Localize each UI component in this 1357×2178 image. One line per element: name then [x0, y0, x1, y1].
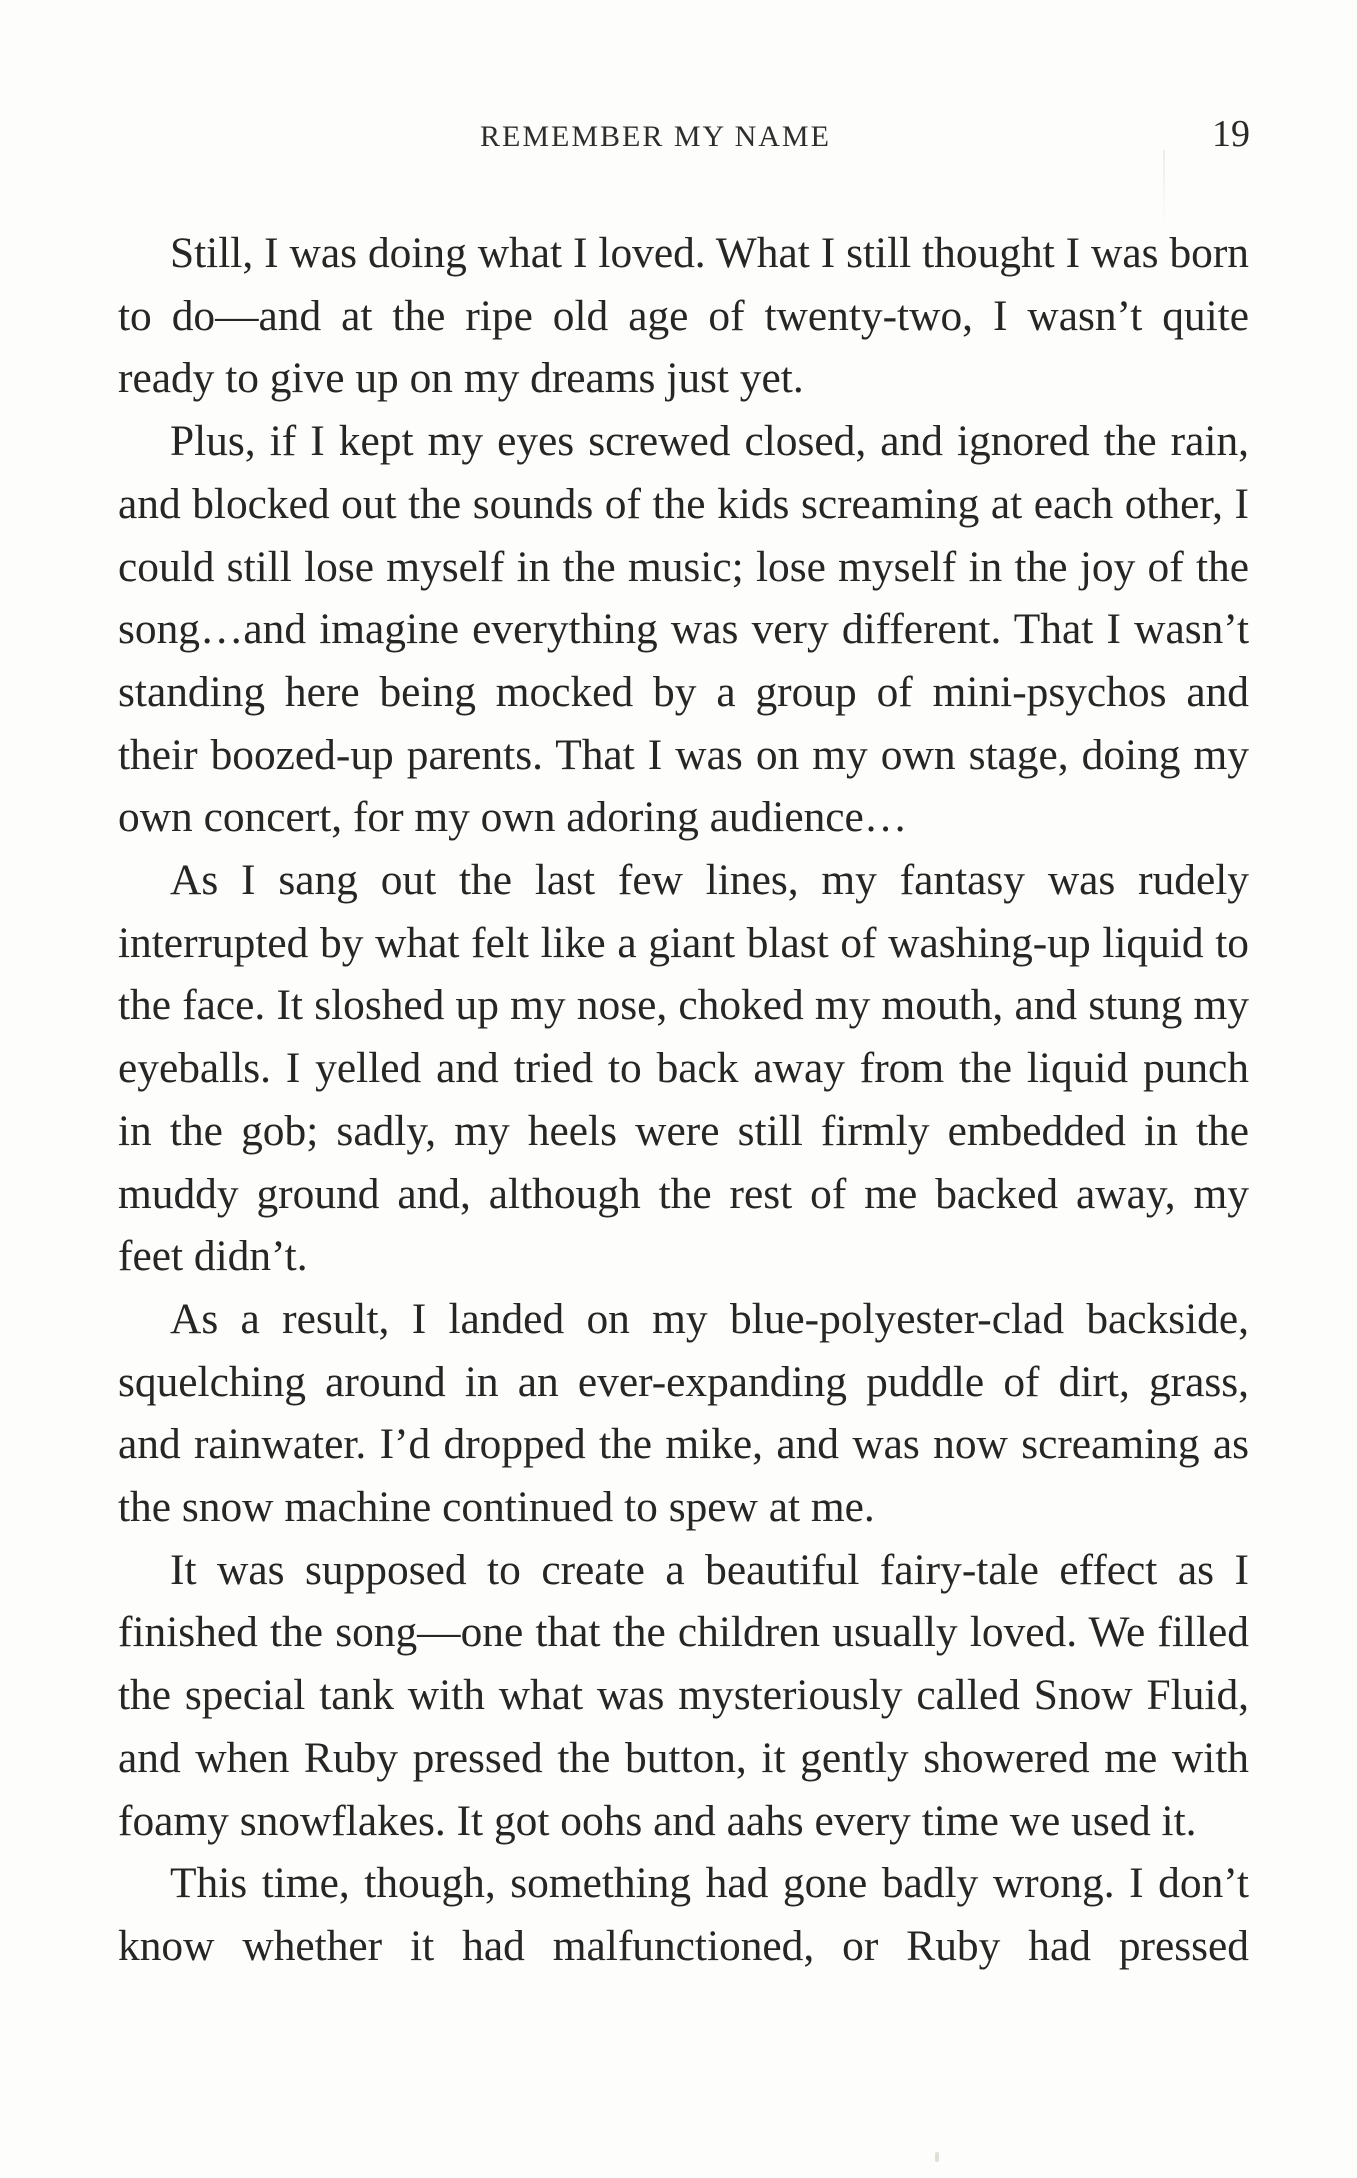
page-crease	[1163, 150, 1165, 225]
paper-speck	[935, 2152, 939, 2162]
paragraph: As a result, I landed on my blue-polyester-clad backside, squelching around in an ever-expanding puddle of dirt, grass, and rainwater. I’d dropped the mike, and was now screaming as the snow machine continued to spew at me.	[118, 1294, 1249, 1532]
paragraph: Plus, if I kept my eyes screwed closed, and ignored the rain, and blocked out the sounds of the kids screaming at each other, I could still lose myself in the music; lose myself in the joy of the song…and imagine everything was very different. That I wasn’t standing here being mocked by a group of mini-psychos and their boozed-up parents. That I was on my own stage, doing my own concert, for my own adoring audience…	[118, 417, 1249, 842]
paragraph: Still, I was doing what I loved. What I still thought I was born to do—and at the ripe old age of twenty-two, I wasn’t quite ready to give up on my dreams just yet.	[118, 229, 1249, 403]
page-number: 19	[1212, 113, 1250, 155]
body-text	[118, 222, 1249, 1978]
running-title: REMEMBER MY NAME	[480, 120, 831, 153]
paragraph: This time, though, something had gone badly wrong. I don’t know whether it had malfunctioned, or Ruby had pressed	[118, 1859, 1249, 1970]
paragraph: As I sang out the last few lines, my fantasy was rudely interrupted by what felt like a giant blast of washing-up liquid to the face. It sloshed up my nose, choked my mouth, and stung my eyeballs. I yelled and tried to back away from the liquid punch in the gob; sadly, my heels were still firmly embedded in the muddy ground and, although the rest of me backed away, my feet didn’t.	[118, 856, 1249, 1281]
paragraph: It was supposed to create a beautiful fairy-tale effect as I finished the song—one that the children usually loved. We filled the special tank with what was mysteriously called Snow Fluid, and when Ruby pressed the button, it gently showered me with foamy snowflakes. It got oohs and aahs every time we used it.	[118, 1545, 1249, 1845]
